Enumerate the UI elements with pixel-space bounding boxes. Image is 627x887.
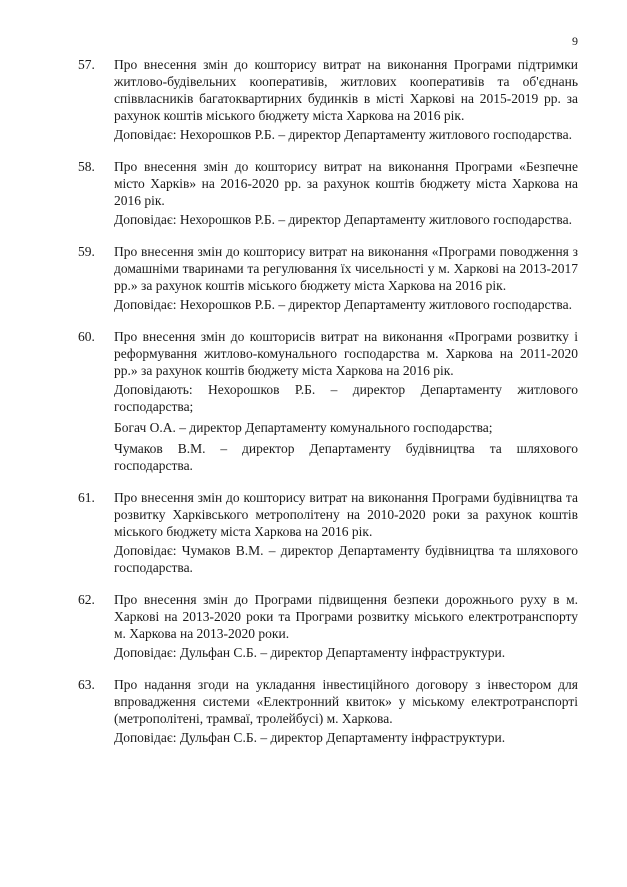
agenda-item-58 [78, 158, 578, 228]
agenda-item-number: 57. [78, 57, 95, 72]
agenda-item-speaker: Чумаков В.М. – директор Департаменту будівництва та шляхового господарства. [114, 441, 578, 473]
agenda-item-title: Про внесення змін до кошторису витрат на виконання Програми «Безпечне місто Харків» на 2016-2020 рр. за рахунок коштів бюджету міста Харкова на 2016 рік. [114, 159, 578, 208]
agenda-item-speaker: Доповідає: Дульфан С.Б. – директор Департаменту інфраструктури. [114, 645, 506, 660]
page-number: 9 [572, 34, 578, 48]
agenda-item-body [114, 591, 578, 661]
agenda-item-57 [78, 56, 578, 143]
agenda-list [78, 56, 578, 761]
agenda-item-speaker: Доповідає: Чумаков В.М. – директор Департаменту будівництва та шляхового господарства. [114, 543, 578, 575]
agenda-item-body [114, 328, 578, 474]
agenda-item-body [114, 676, 578, 746]
agenda-item-title: Про внесення змін до кошторисів витрат на виконання «Програми розвитку і реформування житлово-комунального господарства м. Харкова на 2011-2020 рр.» за рахунок коштів бюджету міста Харкова на 2016 рік. [114, 329, 578, 378]
agenda-item-title: Про внесення змін до кошторису витрат на виконання Програми підтримки житлово-будівельних кооперативів, житлових кооперативів та об'єднань співвласників багатоквартирних будинків в місті Харкові на 2015-2019 рр. за рахунок коштів міського бюджету міста Харкова на 2016 рік. [114, 57, 578, 123]
agenda-item-61 [78, 489, 578, 576]
agenda-item-62 [78, 591, 578, 661]
agenda-item-title: Про внесення змін до кошторису витрат на виконання «Програми поводження з домашніми тваринами та регулювання їх чисельності у м. Харкові на 2013-2017 рр.» за рахунок коштів міського бюджету міста Харкова на 2016 рік. [114, 244, 578, 293]
agenda-item-body [114, 158, 578, 228]
agenda-item-number: 61. [78, 490, 95, 505]
agenda-item-speaker: Доповідає: Нехорошков Р.Б. – директор Департаменту житлового господарства. [114, 297, 572, 312]
agenda-item-body [114, 56, 578, 143]
agenda-item-body [114, 489, 578, 576]
agenda-item-speaker: Доповідає: Дульфан С.Б. – директор Департаменту інфраструктури. [114, 730, 506, 745]
agenda-item-number: 62. [78, 592, 95, 607]
agenda-item-title: Про надання згоди на укладання інвестиційного договору з інвестором для впровадження системи «Електронний квиток» у міському електротранспорті (метрополітені, трамваї, тролейбусі) м. Харкова. [114, 677, 578, 726]
agenda-item-title: Про внесення змін до кошторису витрат на виконання Програми будівництва та розвитку Харківського метрополітену на 2010-2020 роки за рахунок коштів міського бюджету міста Харкова на 2016 рік. [114, 490, 578, 539]
agenda-item-59 [78, 243, 578, 313]
agenda-item-63 [78, 676, 578, 746]
agenda-item-60 [78, 328, 578, 474]
agenda-item-title: Про внесення змін до Програми підвищення безпеки дорожнього руху в м. Харкові на 2013-2020 роки та Програми розвитку міського електротранспорту м. Харкова на 2013-2020 роки. [114, 592, 578, 641]
agenda-item-number: 58. [78, 159, 95, 174]
agenda-item-speaker: Богач О.А. – директор Департаменту комунального господарства; [114, 420, 493, 435]
agenda-item-speaker: Доповідають: Нехорошков Р.Б. – директор Департаменту житлового господарства; [114, 382, 578, 414]
agenda-item-number: 63. [78, 677, 95, 692]
agenda-item-number: 60. [78, 329, 95, 344]
agenda-item-number: 59. [78, 244, 95, 259]
agenda-item-speaker: Доповідає: Нехорошков Р.Б. – директор Департаменту житлового господарства. [114, 212, 572, 227]
agenda-item-speaker: Доповідає: Нехорошков Р.Б. – директор Департаменту житлового господарства. [114, 127, 572, 142]
agenda-item-body [114, 243, 578, 313]
